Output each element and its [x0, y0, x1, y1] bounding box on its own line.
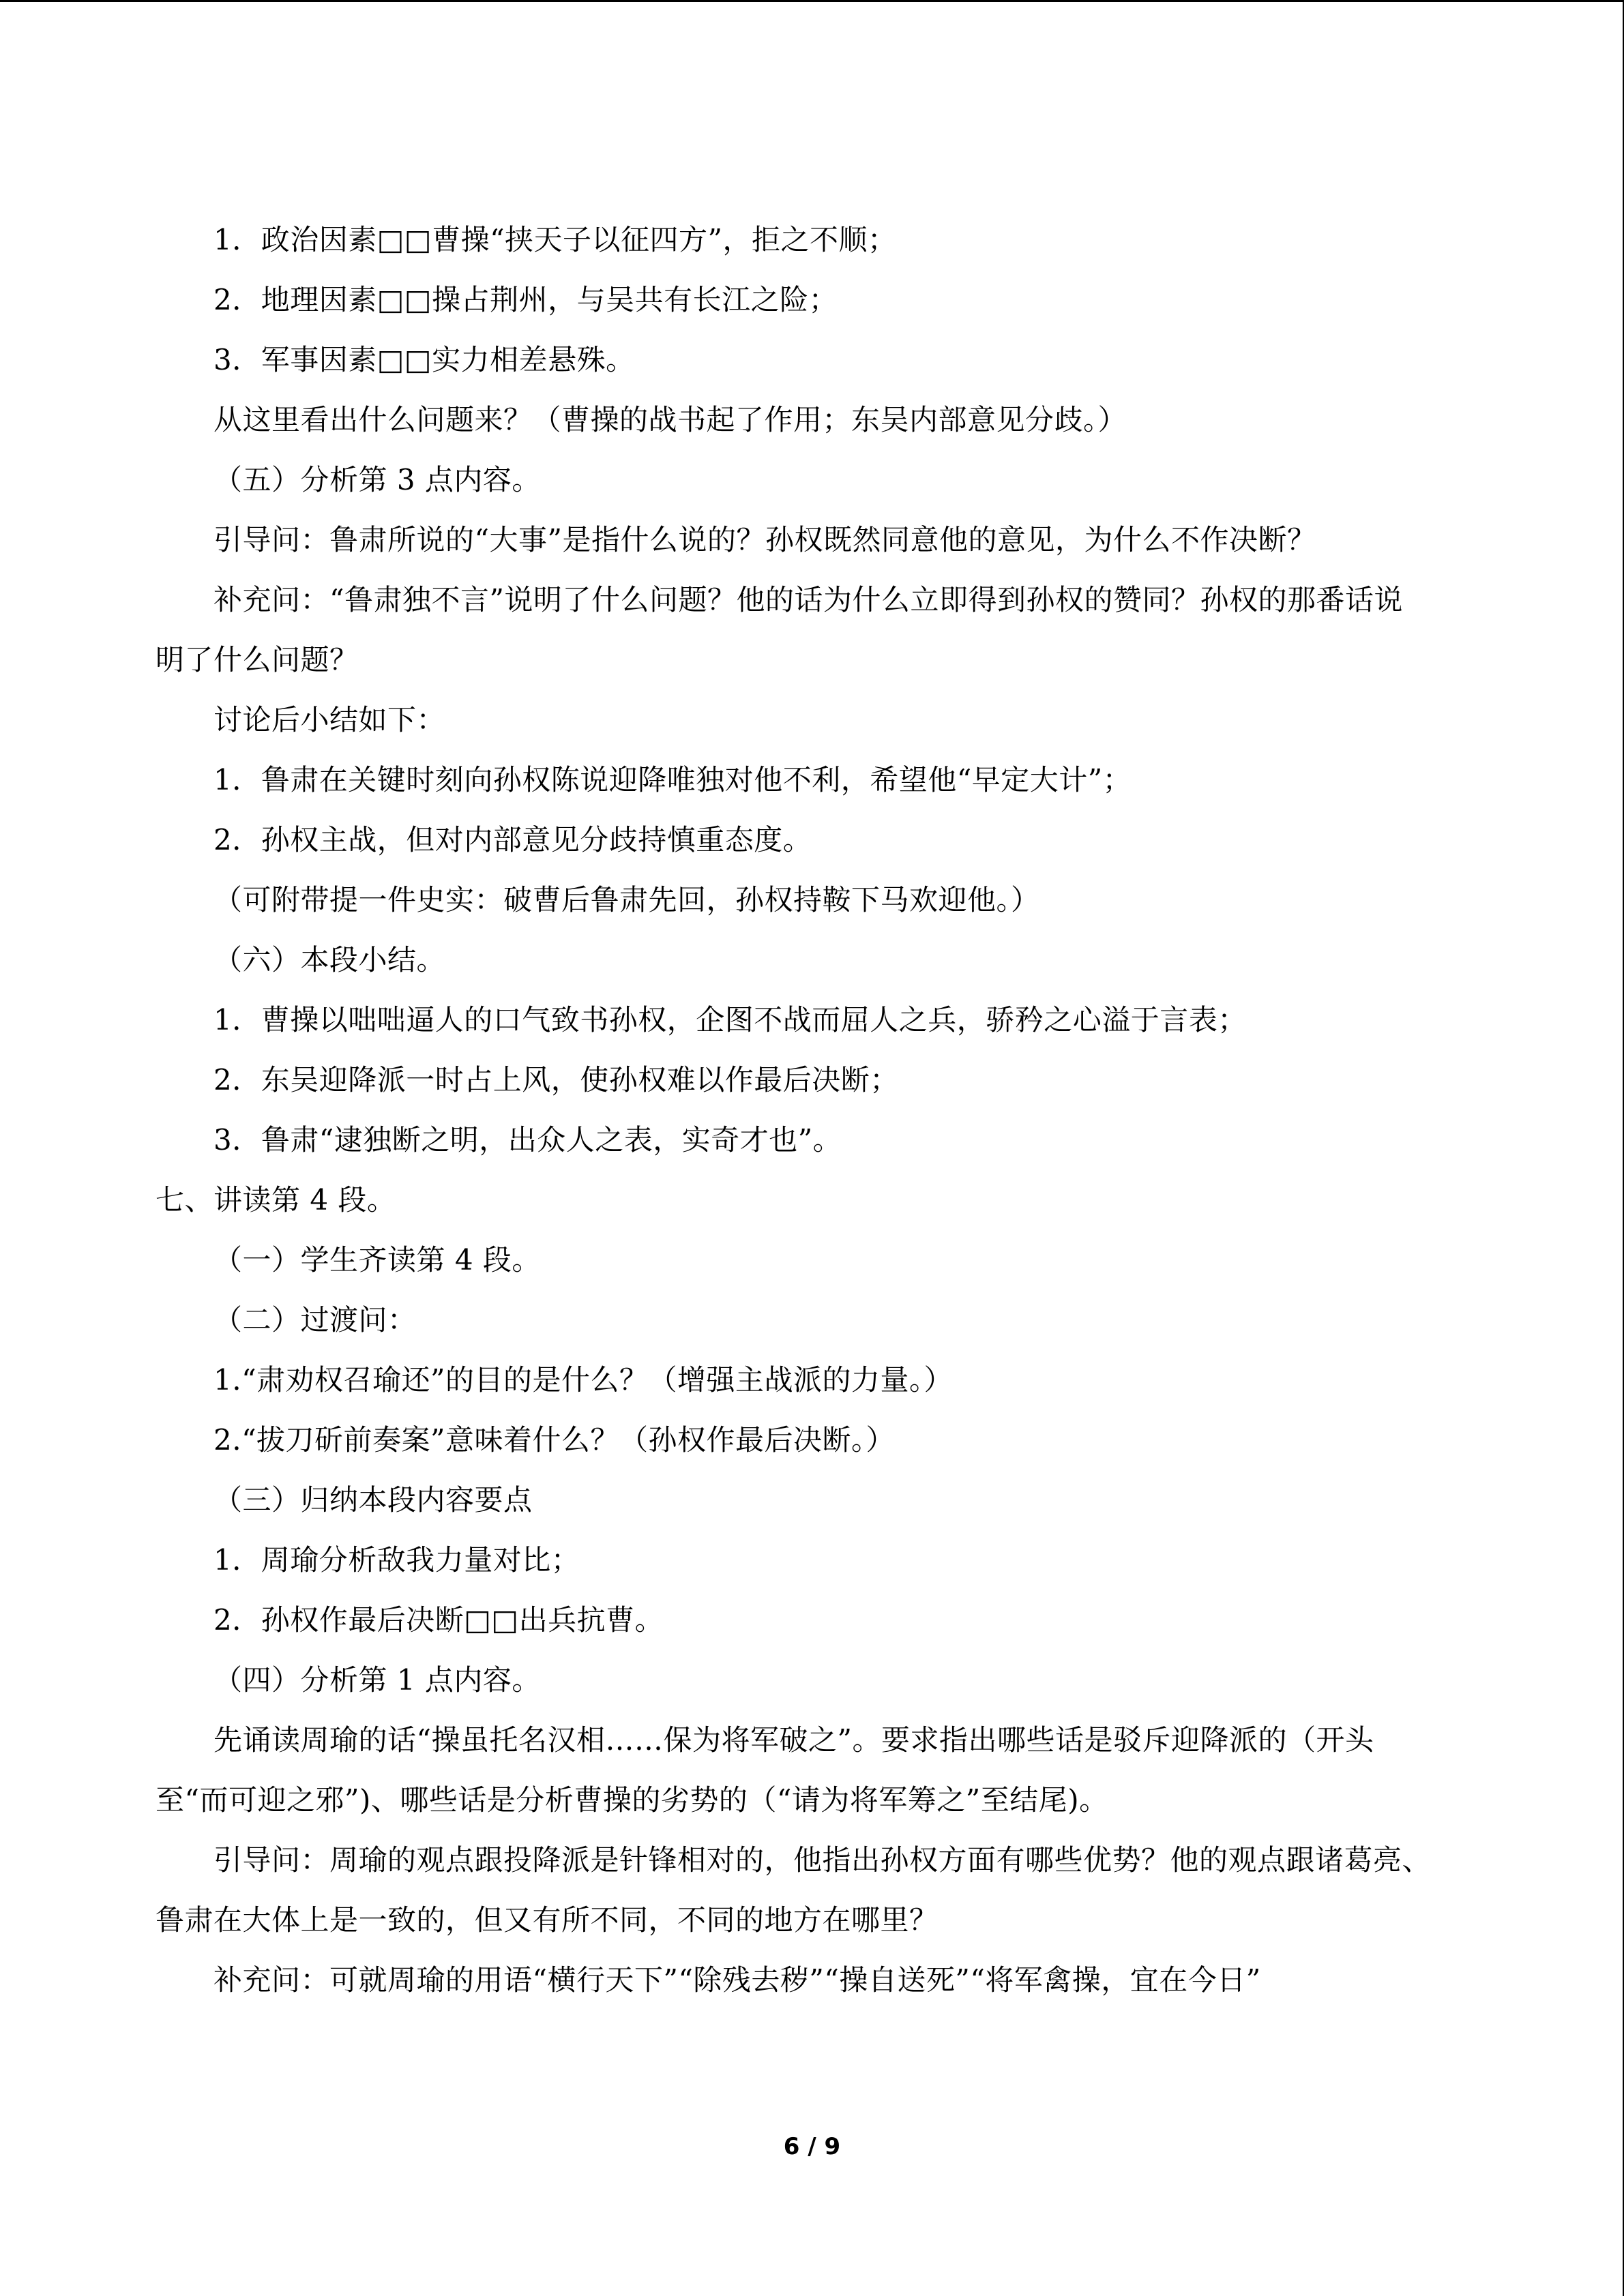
paragraph: 3．鲁肃“逮独断之明，出众人之表，实奇才也”。	[213, 1123, 842, 1157]
paragraph: 七、讲读第 4 段。	[156, 1183, 396, 1217]
paragraph: 2．孙权主战，但对内部意见分歧持慎重态度。	[213, 823, 812, 856]
paragraph: （六）本段小结。	[213, 943, 446, 976]
paragraph: 3．军事因素□□实力相差悬殊。	[213, 343, 635, 376]
page-number: 6 / 9	[783, 2133, 841, 2160]
paragraph: 1．曹操以咄咄逼人的口气致书孙权，企图不战而屈人之兵，骄矜之心溢于言表；	[213, 1003, 1247, 1037]
paragraph: 补充问：“鲁肃独不言”说明了什么问题？他的话为什么立即得到孙权的赞同？孙权的那番话说明了什么问题？	[156, 583, 1403, 676]
paragraph: 2.“拔刀斫前奏案”意味着什么？（孙权作最后决断。）	[213, 1423, 896, 1457]
document-body	[156, 210, 1431, 2010]
paragraph: 补充问：可就周瑜的用语“横行天下”“除残去秽”“操自送死”“将军禽操，宜在今日”	[213, 1963, 1261, 1997]
paragraph: 从这里看出什么问题来？（曹操的战书起了作用；东吴内部意见分歧。）	[213, 403, 1127, 436]
paragraph: 1．鲁肃在关键时刻向孙权陈说迎降唯独对他不利，希望他“早定大计”；	[213, 763, 1132, 796]
paragraph: 2．东吴迎降派一时占上风，使孙权难以作最后决断；	[213, 1063, 899, 1097]
paragraph: 1．政治因素□□曹操“挟天子以征四方”，拒之不顺；	[213, 223, 897, 256]
paragraph: （四）分析第 1 点内容。	[213, 1663, 541, 1697]
paragraph: 1．周瑜分析敌我力量对比；	[213, 1543, 580, 1577]
paragraph: 先诵读周瑜的话“操虽托名汉相……保为将军破之”。要求指出哪些话是驳斥迎降派的（开头至“而可迎之邪”)、哪些话是分析曹操的劣势的（“请为将军筹之”至结尾)。	[156, 1723, 1374, 1817]
paragraph: 引导问：周瑜的观点跟投降派是针锋相对的，他指出孙权方面有哪些优势？他的观点跟诸葛亮、鲁肃在大体上是一致的，但又有所不同，不同的地方在哪里？	[156, 1843, 1432, 1937]
paragraph: （一）学生齐读第 4 段。	[213, 1243, 541, 1277]
paragraph: （二）过渡问：	[213, 1303, 417, 1337]
paragraph: （可附带提一件史实：破曹后鲁肃先回，孙权持鞍下马欢迎他。）	[213, 883, 1040, 916]
paragraph: 引导问：鲁肃所说的“大事”是指什么说的？孙权既然同意他的意见，为什么不作决断？	[213, 523, 1316, 556]
paragraph: （三）归纳本段内容要点	[213, 1483, 533, 1517]
paragraph: 2．孙权作最后决断□□出兵抗曹。	[213, 1603, 664, 1637]
paragraph: （五）分析第 3 点内容。	[213, 463, 541, 496]
paragraph: 2．地理因素□□操占荆州，与吴共有长江之险；	[213, 283, 838, 316]
top-border-line	[0, 0, 1624, 2]
paragraph: 讨论后小结如下：	[213, 703, 446, 736]
paragraph: 1.“肃劝权召瑜还”的目的是什么？（增强主战派的力量。）	[213, 1363, 954, 1397]
